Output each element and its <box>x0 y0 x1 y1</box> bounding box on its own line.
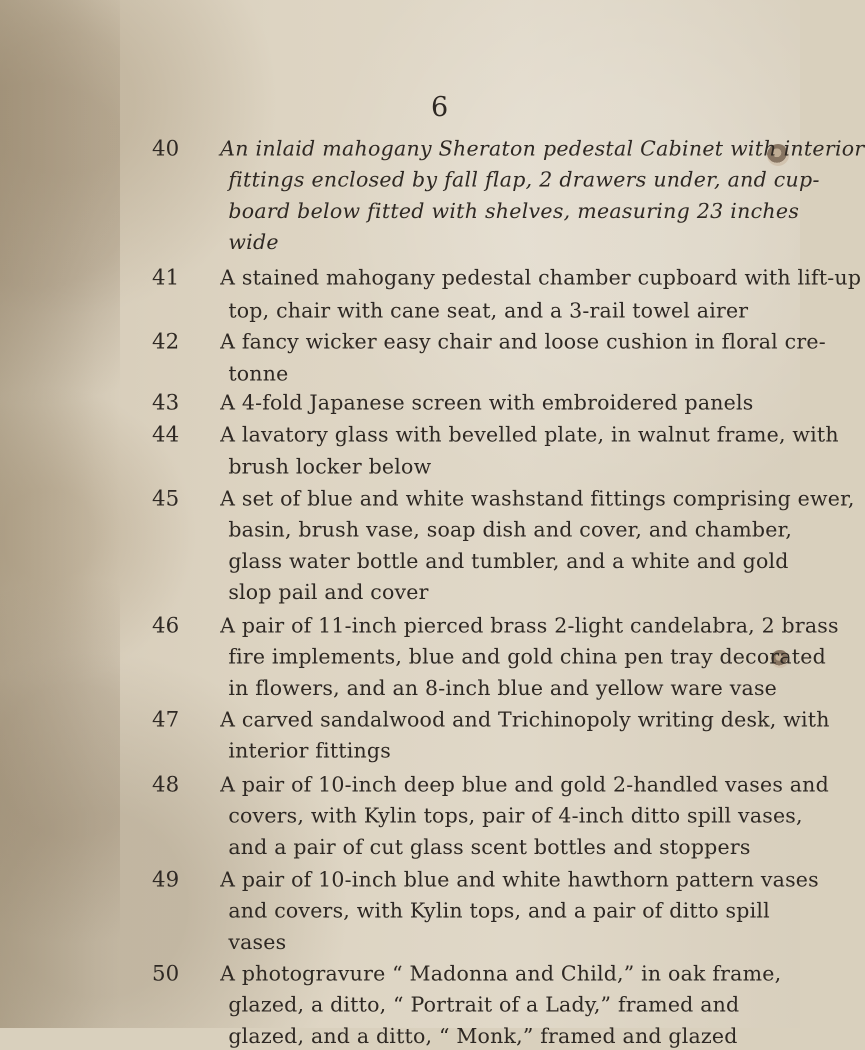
lot-line: interior fittings <box>228 738 391 763</box>
lot-line: basin, brush vase, soap dish and cover, and chamber, <box>228 517 793 542</box>
lot-line: top, chair with cane seat, and a 3-rail towel airer <box>228 298 749 323</box>
lot-line: covers, with Kylin tops, pair of 4-inch ditto spill vases, <box>228 803 803 828</box>
lot-number: 46 <box>152 613 180 639</box>
page-number: 6 <box>431 92 450 123</box>
lot-line: A pair of 10-inch blue and white hawthorn pattern vases <box>220 867 819 892</box>
lot-line: tonne <box>228 361 289 386</box>
lot-line: fittings enclosed by fall flap, 2 drawers under, and cup- <box>228 167 820 192</box>
lot-line: and covers, with Kylin tops, and a pair of ditto spill <box>228 898 770 923</box>
lot-line: and a pair of cut glass scent bottles and stoppers <box>228 834 751 859</box>
lot-line: wide <box>228 230 279 254</box>
lot-line: An inlaid mahogany Sheraton pedestal Cabinet with interior <box>220 136 865 161</box>
lot-line: glass water bottle and tumbler, and a white and gold <box>228 548 789 573</box>
lot-number: 40 <box>152 136 180 162</box>
lot-line: fire implements, blue and gold china pen tray decorated <box>228 644 826 669</box>
lot-line: A carved sandalwood and Trichinopoly writing desk, with <box>220 707 830 732</box>
lot-number: 49 <box>152 867 180 893</box>
lot-number: 48 <box>152 772 180 798</box>
lot-line: brush locker below <box>228 454 432 479</box>
lot-line: glazed, and a ditto, “ Monk,” framed and glazed <box>228 1023 738 1048</box>
lot-line: board below fitted with shelves, measuring 23 inches <box>228 198 800 223</box>
lot-line: A pair of 11-inch pierced brass 2-light candelabra, 2 brass <box>220 613 839 638</box>
lot-number: 43 <box>152 390 180 416</box>
lot-number: 45 <box>152 486 180 512</box>
lot-line: A pair of 10-inch deep blue and gold 2-handled vases and <box>220 772 829 797</box>
lot-line: A fancy wicker easy chair and loose cushion in floral cre- <box>220 329 826 354</box>
paper-shadow <box>0 0 120 1028</box>
lot-number: 44 <box>152 422 180 448</box>
lot-line: A photogravure “ Madonna and Child,” in oak frame, <box>220 961 782 986</box>
lot-line: A stained mahogany pedestal chamber cupboard with lift-up <box>220 265 862 290</box>
lot-line: vases <box>228 929 287 954</box>
lot-number: 41 <box>152 265 180 291</box>
lot-line: glazed, a ditto, “ Portrait of a Lady,” framed and <box>228 992 740 1017</box>
lot-line: A lavatory glass with bevelled plate, in walnut frame, with <box>220 422 839 447</box>
lot-line: slop pail and cover <box>228 580 429 604</box>
lot-line: A set of blue and white washstand fittings comprising ewer, <box>220 486 855 511</box>
lot-number: 42 <box>152 329 180 355</box>
lot-line: in flowers, and an 8-inch blue and yellow ware vase <box>228 675 778 700</box>
lot-line: A 4-fold Japanese screen with embroidered panels <box>220 390 754 415</box>
lot-number: 47 <box>152 707 180 733</box>
lot-number: 50 <box>152 961 180 987</box>
